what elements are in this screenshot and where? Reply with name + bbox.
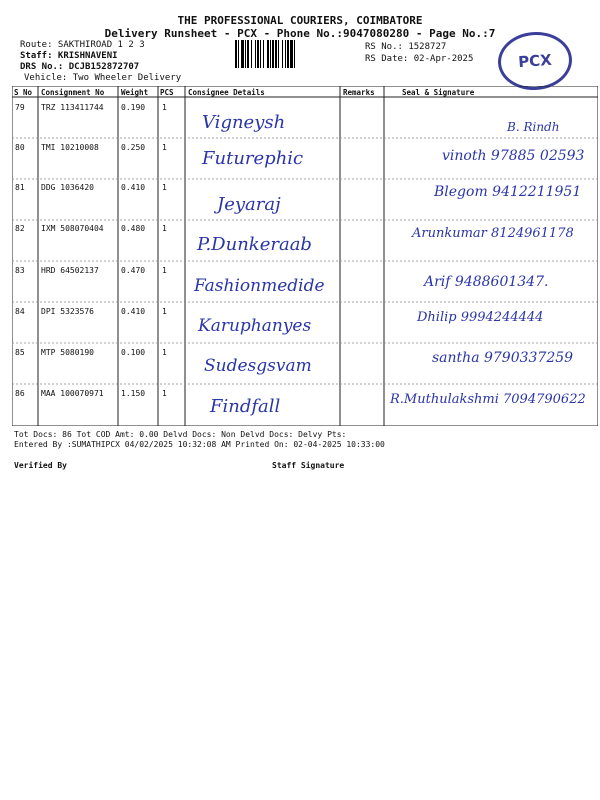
row-pcs: 1 [162,348,167,357]
row-sno: 85 [15,348,25,357]
row-pcs: 1 [162,183,167,192]
row-consignment: MTP 5080190 [41,348,94,357]
staff-signature-label: Staff Signature [272,461,345,470]
signature-handwriting: Arunkumar 8124961178 [412,226,574,241]
consignee-handwriting: Jeyaraj [217,194,281,215]
row-sno: 79 [15,103,25,112]
row-sno: 81 [15,183,25,192]
col-consignment: Consignment No [41,88,105,97]
verified-by-label: Verified By [14,461,67,470]
signature-handwriting: B. Rindh [507,120,560,134]
row-weight: 0.470 [121,266,146,275]
runsheet-table [12,86,598,426]
row-pcs: 1 [162,143,167,152]
row-consignment: MAA 100070971 [41,389,104,398]
row-weight: 0.190 [121,103,146,112]
row-weight: 0.410 [121,183,146,192]
row-consignment: IXM 508070404 [41,224,104,233]
row-sno: 84 [15,307,25,316]
row-consignment: HRD 64502137 [41,266,99,275]
rs-number: RS No.: 1528727 [365,42,447,52]
runsheet-title: Delivery Runsheet - PCX - Phone No.:9047080280 - Page No.:7 [104,27,496,40]
rs-date: RS Date: 02-Apr-2025 [365,54,474,64]
row-consignment: DPI 5323576 [41,307,94,316]
col-sno: S No [14,88,33,97]
row-weight: 1.150 [121,389,146,398]
signature-handwriting: R.Muthulakshmi 7094790622 [390,392,586,407]
row-sno: 86 [15,389,25,398]
row-pcs: 1 [162,307,167,316]
company-title: THE PROFESSIONAL COURIERS, COIMBATORE [177,14,423,27]
row-sno: 80 [15,143,25,152]
row-pcs: 1 [162,103,167,112]
drs-number: DRS No.: DCJB152872707 [20,62,140,72]
row-pcs: 1 [162,389,167,398]
row-weight: 0.480 [121,224,146,233]
consignee-handwriting: Karuphanyes [198,316,312,336]
staff-label: Staff: KRISHNAVENI [20,51,118,61]
route-label: Route: SAKTHIROAD 1 2 3 [20,40,145,50]
stamp-text: PCX [517,50,553,72]
consignee-handwriting: Fashionmedide [194,276,325,296]
signature-handwriting: Dhilip 9994244444 [417,310,544,325]
row-weight: 0.100 [121,348,146,357]
col-seal-signature: Seal & Signature [402,88,475,97]
row-sno: 82 [15,224,25,233]
signature-handwriting: santha 9790337259 [432,350,574,366]
signature-handwriting: Blegom 9412211951 [434,184,582,200]
row-pcs: 1 [162,266,167,275]
vehicle-label: Vehicle: Two Wheeler Delivery [24,73,182,83]
consignee-handwriting: Sudesgsvam [204,356,312,376]
consignee-handwriting: P.Dunkeraab [197,234,312,255]
signature-handwriting: Arif 9488601347. [424,274,549,290]
col-consignee: Consignee Details [188,88,265,97]
row-weight: 0.250 [121,143,146,152]
row-consignment: DDG 1036420 [41,183,94,192]
consignee-handwriting: Vigneysh [202,112,286,133]
row-consignment: TRZ 113411744 [41,103,104,112]
barcode [235,40,355,68]
col-remarks: Remarks [343,88,375,97]
row-sno: 83 [15,266,25,275]
entered-by-line: Entered By :SUMATHIPCX 04/02/2025 10:32:08 AM Printed On: 02-04-2025 10:33:00 [14,440,385,449]
row-weight: 0.410 [121,307,146,316]
consignee-handwriting: Futurephic [202,148,304,169]
signature-handwriting: vinoth 97885 02593 [442,148,585,164]
totals-line: Tot Docs: 86 Tot COD Amt: 0.00 Delvd Docs: Non Delvd Docs: Delvy Pts: [14,430,347,439]
row-pcs: 1 [162,224,167,233]
col-pcs: PCS [160,88,174,97]
col-weight: Weight [121,88,149,97]
row-consignment: TMI 10210008 [41,143,99,152]
consignee-handwriting: Findfall [210,396,281,417]
